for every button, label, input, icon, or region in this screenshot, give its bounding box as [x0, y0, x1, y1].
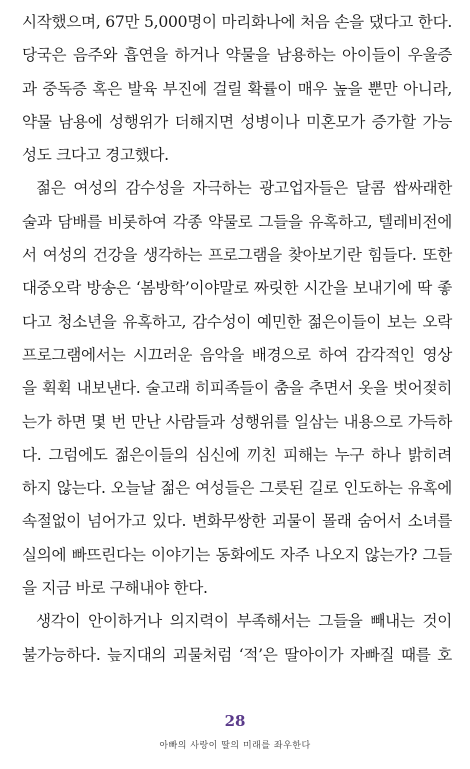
text-line: 속절없이 넘어가고 있다. 변화무쌍한 괴물이 몰래 숨어서 소녀를	[22, 512, 452, 531]
text-line: 실의에 빠뜨린다는 이야기는 동화에도 자주 나오지 않는가? 그들	[22, 545, 452, 564]
text-line: 다. 그럼에도 젊은이들의 심신에 끼친 피해는 누구 하나 밝히려	[22, 445, 452, 464]
text-line: 과 중독증 혹은 발육 부진에 걸릴 확률이 매우 높을 뿐만 아니라,	[22, 79, 452, 98]
text-line: 는가 하면 몇 번 만난 사람들과 성행위를 일삼는 내용으로 가득하	[22, 412, 452, 431]
running-title: 아빠의 사랑이 딸의 미래를 좌우한다	[159, 741, 311, 751]
text-line: 성도 크다고 경고했다.	[22, 146, 169, 165]
text-line: 생각이 안이하거나 의지력이 부족해서는 그들을 빼내는 것이	[36, 612, 452, 631]
text-line: 젊은 여성의 감수성을 자극하는 광고업자들은 달콤 쌉싸래한	[36, 179, 452, 198]
paragraph-2	[22, 172, 452, 605]
text-line: 을 휙휙 내보낸다. 술고래 히피족들이 춤을 추면서 옷을 벗어젖히	[22, 379, 452, 398]
text-line: 을 지금 바로 구해내야 한다.	[22, 579, 208, 598]
text-line: 시작했으며, 67만 5,000명이 마리화나에 처음 손을 댔다고 한다.	[22, 13, 452, 31]
text-line: 대중오락 방송은 ‘봄방학’이야말로 짜릿한 시간을 보내기에 딱 좋	[22, 279, 452, 298]
text-line: 하지 않는다. 오늘날 젊은 여성들은 그릇된 길로 인도하는 유혹에	[22, 479, 452, 498]
text-line: 서 여성의 건강을 생각하는 프로그램을 찾아보기란 힘들다. 또한	[22, 246, 452, 265]
paragraph-3	[22, 605, 452, 672]
text-line: 약물 남용에 성행위가 더해지면 성병이나 미혼모가 증가할 가능	[22, 112, 452, 131]
text-line: 프로그램에서는 시끄러운 음악을 배경으로 하여 감각적인 영상	[22, 345, 452, 364]
text-line: 다고 청소년을 유혹하고, 감수성이 예민한 젊은이들이 보는 오락	[22, 312, 452, 331]
page-number: 28	[224, 712, 246, 730]
text-line: 불가능하다. 늪지대의 괴물처럼 ‘적’은 딸아이가 자빠질 때를 호	[22, 645, 452, 664]
text-line: 당국은 음주와 흡연을 하거나 약물을 남용하는 아이들이 우울증	[22, 46, 452, 65]
paragraph-1	[22, 6, 452, 172]
page-body	[22, 6, 452, 672]
text-line: 술과 담배를 비롯하여 각종 약물로 그들을 유혹하고, 텔레비전에	[22, 212, 452, 231]
